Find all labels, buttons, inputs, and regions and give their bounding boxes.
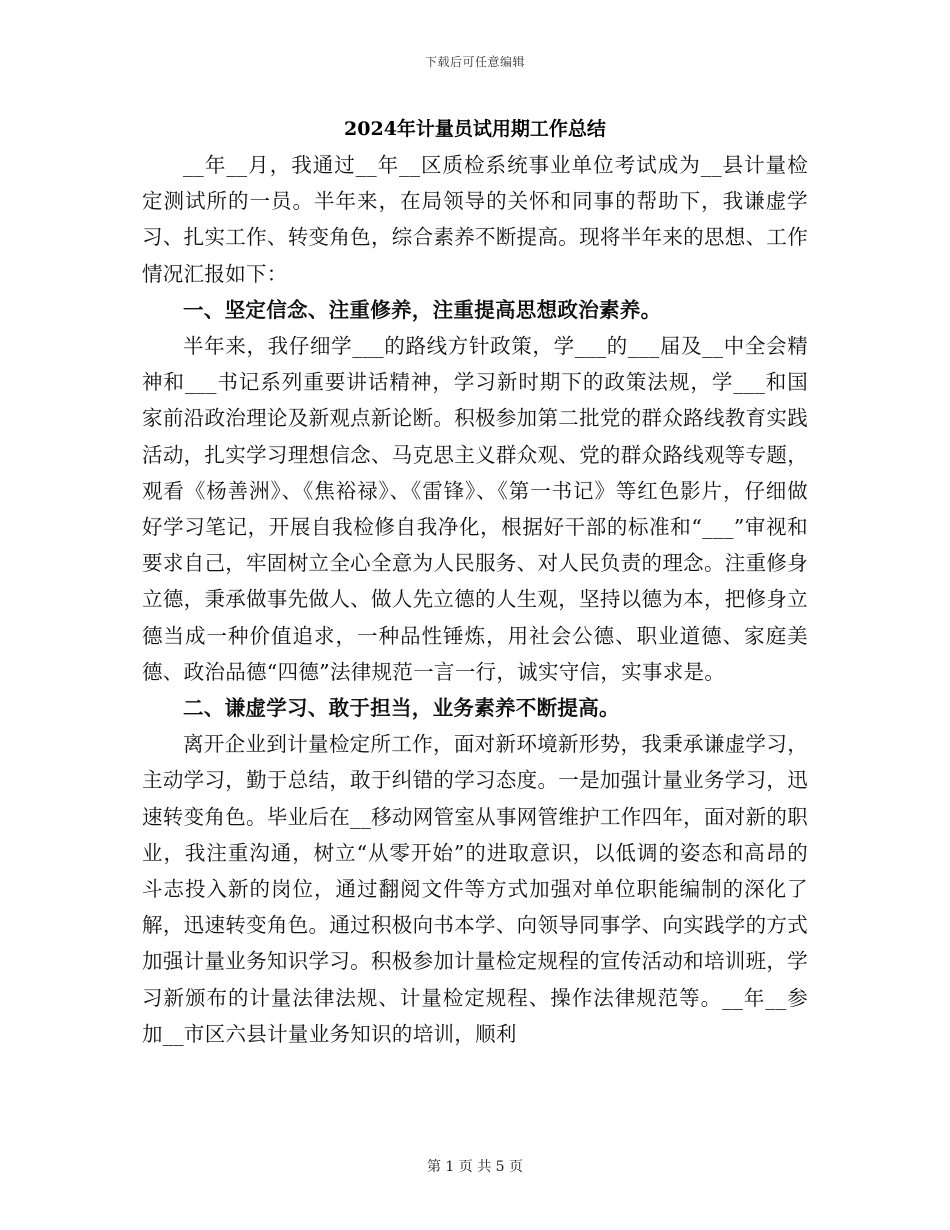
paragraph-section-2: 离开企业到计量检定所工作，面对新环境新形势，我秉承谦虚学习，主动学习，勤于总结，敢于纠错的学习态度。一是加强计量业务学习，迅速转变角色。毕业后在__移动网管室从事网管维护工作四年，面对新的职业，我注重沟通，树立“从零开始”的进取意识，以低调的姿态和高昂的斗志投入新的岗位，通过翻阅文件等方式加强对单位职能编制的深化了解，迅速转变角色。通过积极向书本学、向领导同事学、向实践学的方式加强计量业务知识学习。积极参加计量检定规程的宣传活动和培训班，学习新颁布的计量法律法规、计量检定规程、操作法律规范等。__年__参加__市区六县计量业务知识的培训，顺利: [142, 732, 808, 1046]
header-note: 下载后可任意编辑: [424, 55, 525, 69]
page-number-footer: 第 1 页 共 5 页: [426, 1159, 524, 1175]
paragraph-intro: __年__月，我通过__年__区质检系统事业单位考试成为__县计量检定测试所的一员。半年来，在局领导的关怀和同事的帮助下，我谦虚学习、扎实工作、转变角色，综合素养不断提高。现将半年来的思想、工作情况汇报如下：: [142, 153, 808, 286]
paragraph-section-1: 半年来，我仔细学___的路线方针政策，学___的___届及__中全会精神和___书记系列重要讲话精神，学习新时期下的政策法规，学___和国家前沿政治理论及新观点新论断。积极参加第二批党的群众路线教育实践活动，扎实学习理想信念、马克思主义群众观、党的群众路线观等专题，观看《杨善洲》、《焦裕禄》、《雷锋》、《第一书记》等红色影片，仔细做好学习笔记，开展自我检修自我净化，根据好干部的标准和“___”审视和要求自己，牢固树立全心全意为人民服务、对人民负责的理念。注重修身立德，秉承做事先做人、做人先立德的人生观，坚持以德为本，把修身立德当成一种价值追求，一种品性锤炼，用社会公德、职业道德、家庭美德、政治品德“四德”法律规范一言一行，诚实守信，实事求是。: [142, 334, 808, 684]
section-heading-1: 一、坚定信念、注重修养，注重提高思想政治素养。: [183, 297, 662, 322]
document-title: 2024年计量员试用期工作总结: [344, 118, 606, 140]
document-body: [142, 147, 808, 1052]
section-heading-2: 二、谦虚学习、敢于担当，业务素养不断提高。: [183, 696, 620, 721]
